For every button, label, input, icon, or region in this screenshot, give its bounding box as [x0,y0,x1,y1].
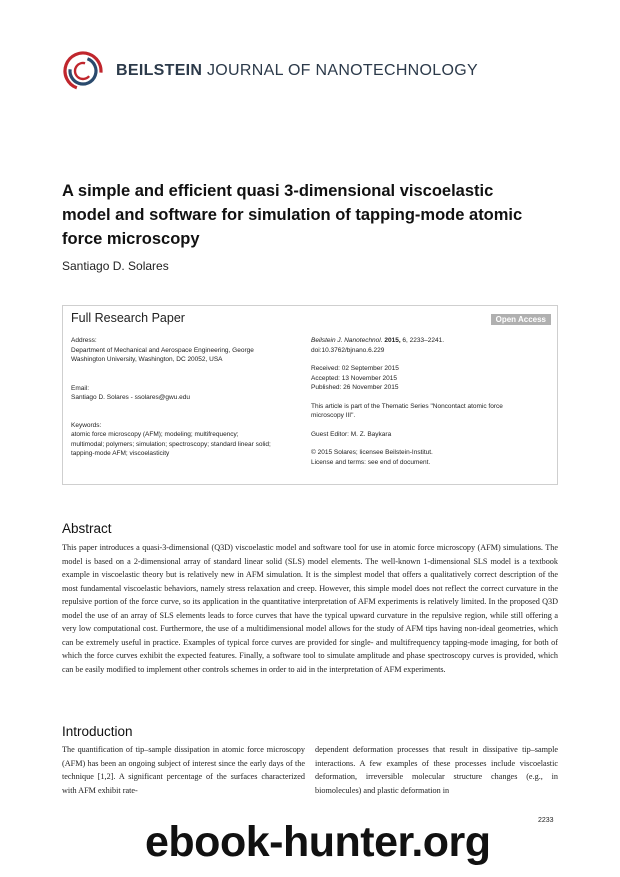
introduction-column-2: dependent deformation processes that result in dissipative tip–sample interactions. A few examples of these processes include viscoelastic deformation, irreversible molecular structure changes (e.g., in biomolecules) and plastic deformation in [315,745,558,795]
keywords-text: atomic force microscopy (AFM); modeling; multifrequency; multimodal; polymers; simulation; spectroscopy; standard linear solid; tapping-mode AFM; viscoelasticity [71,431,271,457]
info-left-column [71,336,303,468]
watermark-text: ebook-hunter.org [145,818,491,866]
email-text[interactable]: Santiago D. Solares - ssolares@gwu.edu [71,394,190,401]
introduction-column-1: The quantification of tip–sample dissipation in atomic force microscopy (AFM) has been an ongoing subject of interest since the early days of the technique [1,2]. A significant percentage of the surfaces characterized with AFM exhibit rate- [62,745,305,795]
address-text: Department of Mechanical and Aerospace Engineering, George Washington University, Washington, DC 20052, USA [71,346,254,363]
address-label: Address: [71,337,97,344]
thematic-series-note: This article is part of the Thematic Series "Noncontact atomic force microscopy III". [311,402,503,419]
accepted-date: Accepted: 13 November 2015 [311,374,397,382]
guest-editor: Guest Editor: M. Z. Baykara [311,430,392,438]
article-title: A simple and efficient quasi 3-dimensional viscoelastic model and software for simulation of tapping-mode atomic force microscopy [62,182,523,248]
article-type-heading: Full Research Paper [71,311,185,325]
info-right-column [311,336,551,476]
keywords-label: Keywords: [71,421,102,429]
received-date: Received: 02 September 2015 [311,365,399,372]
citation-year: 2015, [382,337,401,344]
open-access-badge: Open Access [491,314,551,325]
journal-logo-icon [62,50,104,92]
citation-journal: Beilstein J. Nanotechnol. [311,337,383,344]
published-date: Published: 26 November 2015 [311,384,399,391]
citation [311,336,551,346]
author-name: Santiago D. Solares [62,259,169,273]
introduction-heading: Introduction [62,724,133,739]
article-info-box [62,305,558,485]
email-label: Email: [71,384,90,392]
abstract-text: This paper introduces a quasi-3-dimensional (Q3D) viscoelastic model and software tool for use in atomic force microscopy (AFM) simulations. The model is based on a 2-dimensional array of standard linear solid (SLS) model elements. The well-known 1-dimensional SLS model is a textbook example in viscoelastic theory but is relatively new in AFM simulation. It is the simplest model that offers a qualitatively correct description of the most fundamental viscoelastic behaviors, namely stress relaxation and creep. However, this simple model does not reflect the correct curvature in the repulsive portion of the force curve, so its application in the quantitative interpretation of AFM experiments is relatively limited. In the proposed Q3D model the use of an array of SLS elements leads to force curves that have the typical upward curvature in the repulsive region, while still offering a very low computational cost. Furthermore, the use of a multidimensional model allows for the study of AFM tips having non-ideal geometries, which can be extremely useful in practice. Examples of typical force curves are provided for single- and multifrequency tapping-mode imaging, for both of which the force curves exhibit the expected features. Finally, a software tool to simulate amplitude and phase spectroscopy curves is provided, which can be easily modified to implement other controls schemes in order to aid in the interpretation of AFM experiments. [62,543,558,674]
journal-name-rest: JOURNAL OF NANOTECHNOLOGY [202,62,478,79]
abstract-heading: Abstract [62,521,112,536]
doi-link[interactable]: doi:10.3762/bjnano.6.229 [311,346,385,354]
journal-name-bold: BEILSTEIN [116,62,203,79]
page-number: 2233 [538,817,554,824]
citation-volume-pages: 6, 2233–2241. [400,337,444,344]
copyright-line: © 2015 Solares; licensee Beilstein-Institut. [311,449,433,456]
license-link[interactable]: License and terms: see end of document. [311,458,431,466]
journal-name [116,62,478,80]
